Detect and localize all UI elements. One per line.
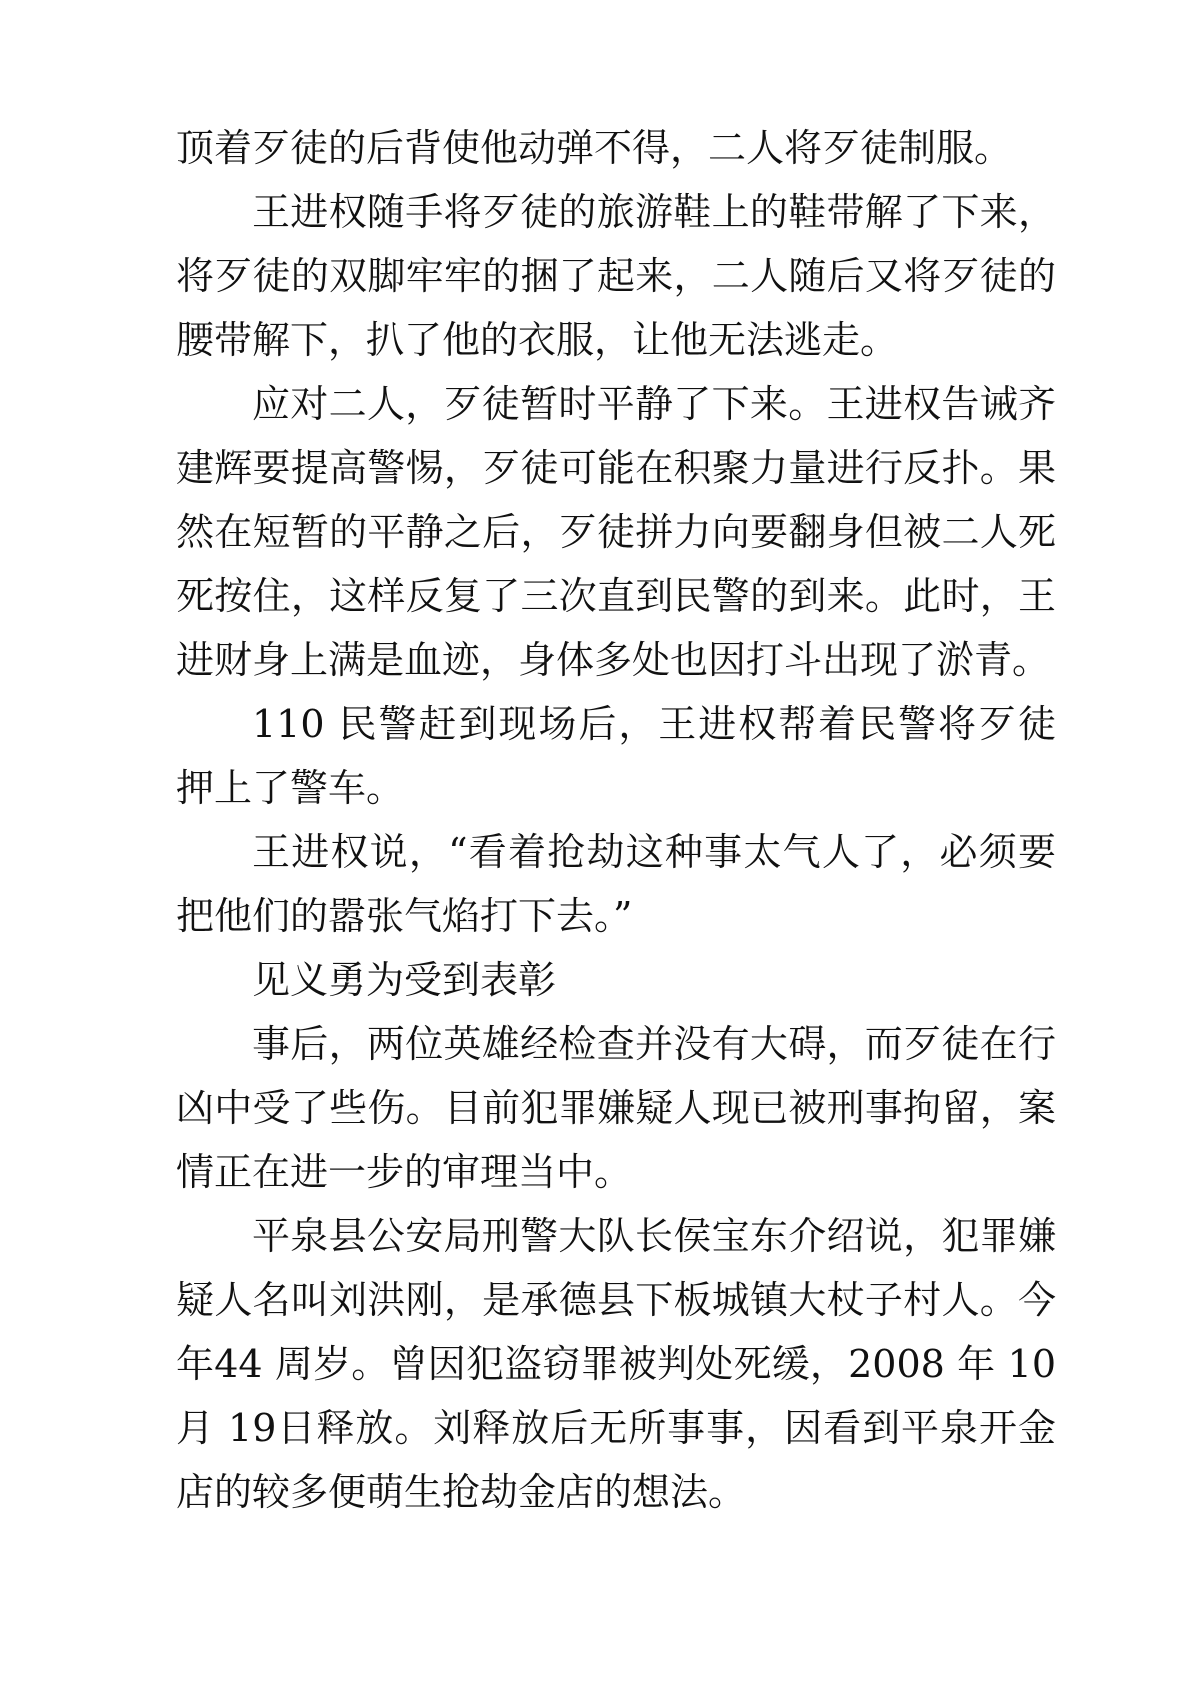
paragraph: 王进权说，“看着抢劫这种事太气人了，必须要把他们的嚣张气焰打下去。” [176,830,1056,938]
paragraph-continued: 顶着歹徒的后背使他动弹不得，二人将歹徒制服。 [176,126,1013,170]
paragraph: 王进权随手将歹徒的旅游鞋上的鞋带解了下来，将歹徒的双脚牢牢的捆了起来，二人随后又将歹徒的腰带解下，扒了他的衣服，让他无法逃走。 [176,190,1056,362]
paragraph: 应对二人，歹徒暂时平静了下来。王进权告诫齐建辉要提高警惕，歹徒可能在积聚力量进行反扑。果然在短暂的平静之后，歹徒拼力向要翻身但被二人死死按住，这样反复了三次直到民警的到来。此时，王进财身上满是血迹，身体多处也因打斗出现了淤青。 [176,382,1056,682]
paragraph: 110 民警赶到现场后，王进权帮着民警将歹徒押上了警车。 [176,702,1056,810]
paragraph: 平泉县公安局刑警大队长侯宝东介绍说，犯罪嫌疑人名叫刘洪刚，是承德县下板城镇大杖子村人。今年44 周岁。曾因犯盗窃罪被判处死缓，2008 年 10 月 19日释放。刘释放后无所事事，因看到平泉开金店的较多便萌生抢劫金店的想法。 [176,1214,1056,1514]
document-body [176,116,1056,1524]
section-subheading: 见义勇为受到表彰 [252,958,557,1002]
paragraph: 事后，两位英雄经检查并没有大碍，而歹徒在行凶中受了些伤。目前犯罪嫌疑人现已被刑事拘留，案情正在进一步的审理当中。 [176,1022,1056,1194]
